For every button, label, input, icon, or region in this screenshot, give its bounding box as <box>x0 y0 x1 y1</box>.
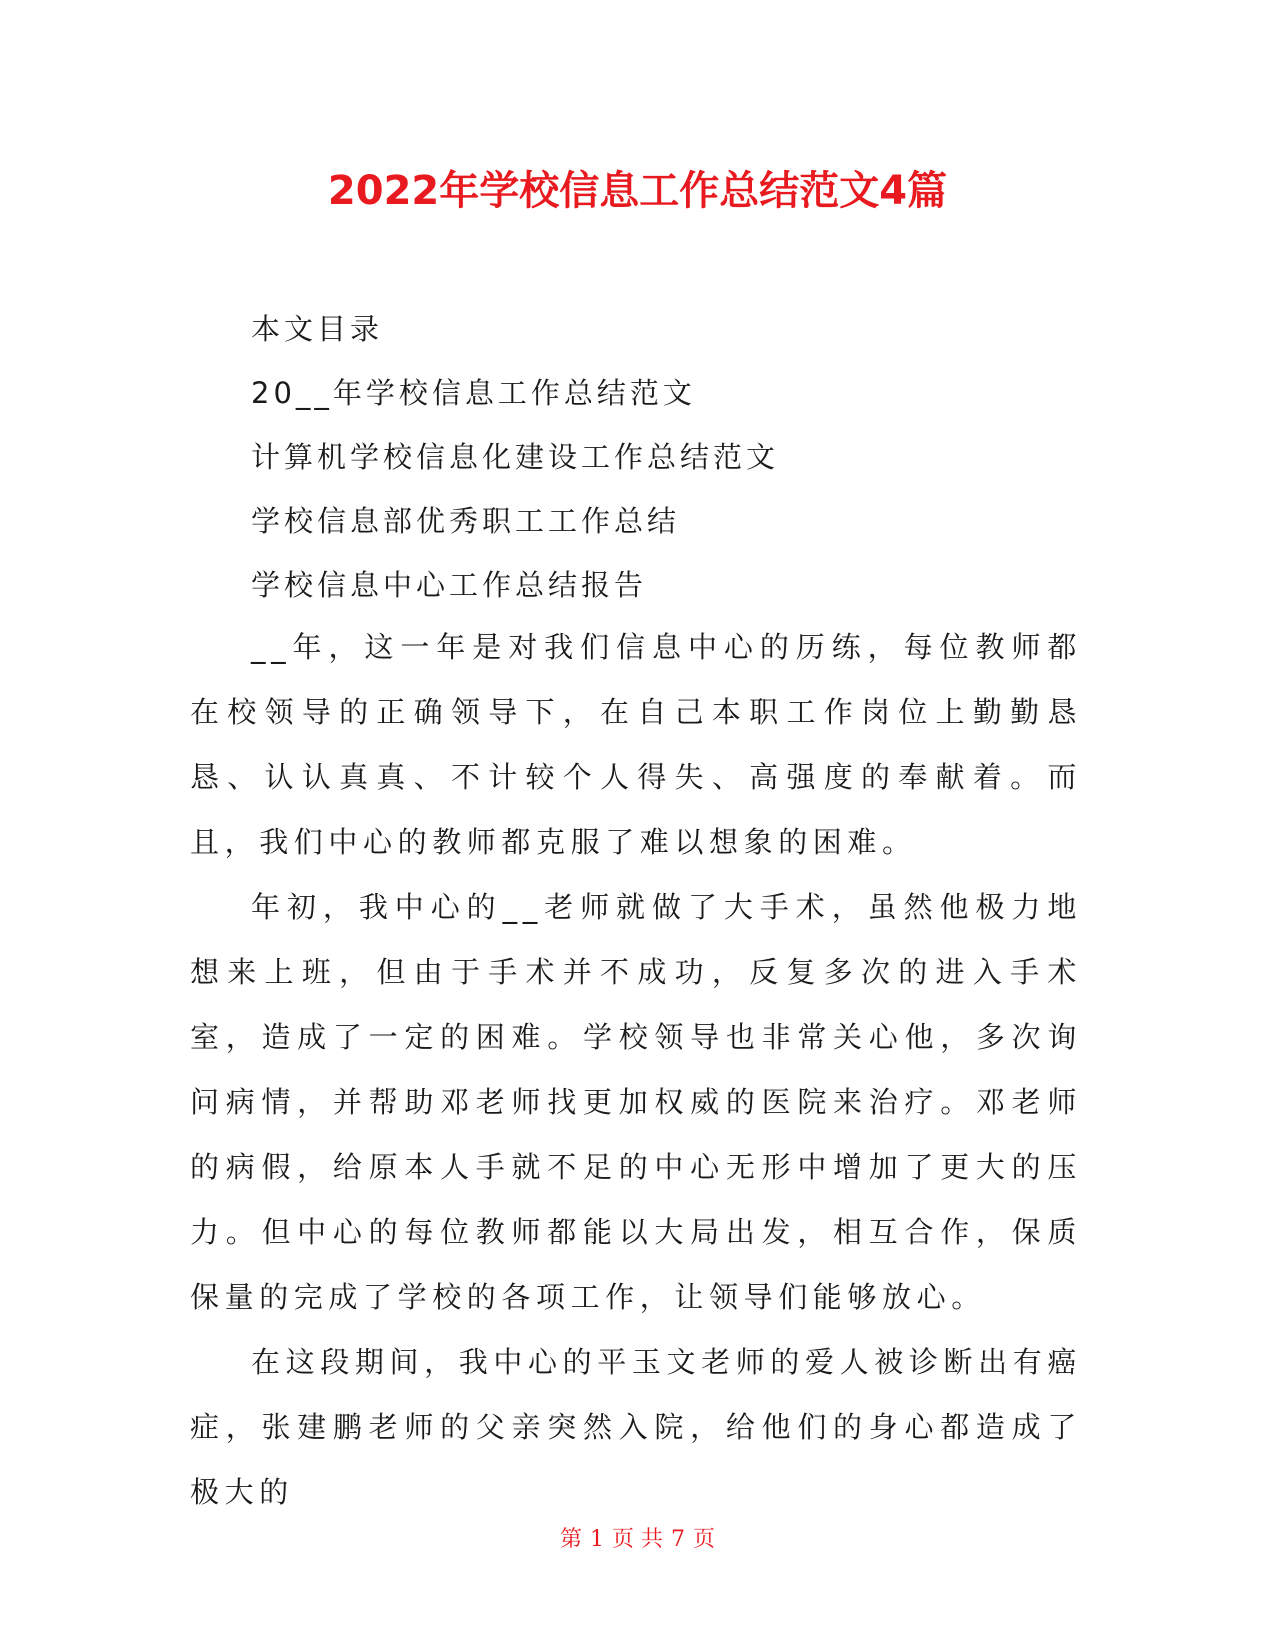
footer-prefix: 第 <box>559 1527 582 1552</box>
footer-total-pages: 7 <box>671 1527 685 1552</box>
footer-suffix: 页 <box>693 1527 716 1552</box>
document-title: 2022年学校信息工作总结范文4篇 <box>327 168 948 214</box>
toc-heading: 本文目录 <box>251 312 384 346</box>
paragraph: __年，这一年是对我们信息中心的历练，每位教师都在校领导的正确领导下，在自己本职工作岗位上勤勤恳恳、认认真真、不计较个人得失、高强度的奉献着。而且，我们中心的教师都克服了难以想象的困难。 <box>190 630 1082 859</box>
toc-item: 20__年学校信息工作总结范文 <box>251 376 696 410</box>
page-footer <box>0 1525 1275 1555</box>
paragraph: 年初，我中心的__老师就做了大手术，虽然他极力地想来上班，但由于手术并不成功，反复多次的进入手术室，造成了一定的困难。学校领导也非常关心他，多次询问病情，并帮助邓老师找更加权威的医院来治疗。邓老师的病假，给原本人手就不足的中心无形中增加了更大的压力。但中心的每位教师都能以大局出发，相互合作，保质保量的完成了学校的各项工作，让领导们能够放心。 <box>190 890 1082 1314</box>
toc-item: 学校信息部优秀职工工作总结 <box>251 504 681 538</box>
toc-item: 学校信息中心工作总结报告 <box>251 568 648 602</box>
paragraph: 在这段期间，我中心的平玉文老师的爱人被诊断出有癌症，张建鹏老师的父亲突然入院，给他们的身心都造成了极大的 <box>190 1345 1082 1509</box>
footer-middle: 页 共 <box>612 1527 663 1552</box>
document-body <box>190 615 1082 1525</box>
footer-page-number: 1 <box>590 1527 604 1552</box>
toc-item: 计算机学校信息化建设工作总结范文 <box>251 440 780 474</box>
table-of-contents <box>251 297 779 617</box>
